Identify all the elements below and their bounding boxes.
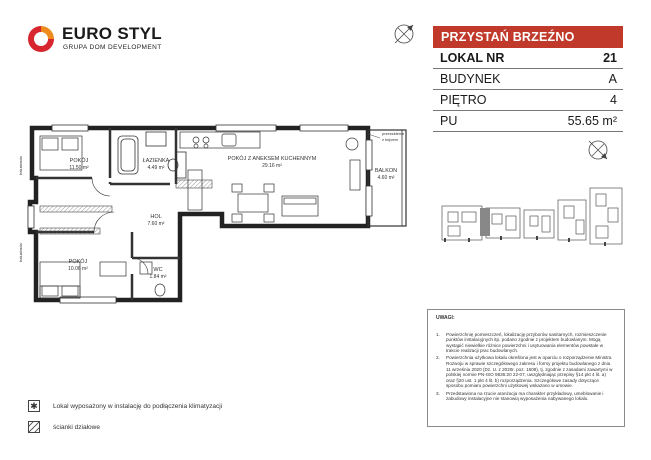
legend-item-partition — [28, 421, 100, 433]
note-item — [436, 355, 616, 389]
annotations — [18, 131, 405, 262]
info-label: LOKAL NR — [440, 51, 505, 65]
info-value: 55.65 m² — [567, 114, 617, 128]
living-furniture — [232, 138, 360, 222]
notes-title: UWAGI: — [436, 315, 455, 321]
note-number: 1. — [436, 331, 440, 337]
note-text: Powierzchnię pomieszczeń, lokalizację przyborów sanitarnych, rozmieszczenie punktów instalacyjnych itp. podano zgodnie z projektem budowlanym. Mogą wystąpić niewielkie różnice powierzchni i usytuowania elementów powstałe w trakcie realizacji prac budowlanych. — [446, 331, 607, 354]
kitchen — [180, 132, 260, 210]
info-value: 21 — [603, 51, 617, 65]
info-label: PIĘTRO — [440, 93, 487, 107]
annotation-railing: balustrada — [18, 156, 23, 175]
exterior-walls — [30, 128, 368, 300]
partition-walls — [40, 180, 212, 234]
apartment-info-panel — [433, 26, 623, 132]
note-number: 3. — [436, 390, 440, 396]
room-labels — [68, 155, 397, 280]
logo-subtitle: GRUPA DOM DEVELOPMENT — [63, 44, 162, 51]
room-name: WC — [153, 267, 163, 273]
note-item — [436, 332, 616, 354]
note-item — [436, 391, 616, 402]
room-name: POKÓJ — [68, 259, 88, 265]
info-value: A — [608, 72, 617, 86]
note-text: Powierzchnia użytkowa lokalu określona jest w oparciu o rozporządzenie Ministra Rozwoju w sprawie szczegółowego zakresu i formy projektu budowlanego z dnia 11 września 2020 (Dz. U. z 2020r. poz. 1609), tj. zgodnie z zasadami zawartymi w polskiej normie PN-ISO 9836:20 22-07, uwzględniając przepisy §14 pkt 4 lit. a) oraz §20 ust. 1 pkt 4 lit. b) rozporządzenia. Szczegółowe zasady dotyczące sposobu pomiaru powierzchni użytkowej wskazano w umowie. — [446, 355, 613, 389]
floor-plan — [0, 0, 430, 310]
info-row-building — [433, 69, 623, 90]
room-area: 11.50 m² — [69, 165, 89, 171]
project-name: PRZYSTAŃ BRZEŹNO — [433, 26, 623, 48]
info-value: 4 — [610, 93, 617, 107]
room-area: 4.60 m² — [377, 175, 395, 181]
room-area: 7.60 m² — [147, 221, 165, 227]
info-label: PU — [440, 114, 458, 128]
hatch-icon — [28, 421, 40, 433]
selected-unit-marker — [480, 208, 490, 236]
room-area: 29.16 m² — [262, 163, 282, 169]
notes-box — [427, 309, 625, 427]
legend-text: ścianki działowe — [53, 423, 100, 431]
info-label: BUDYNEK — [440, 72, 501, 86]
logo-title: EURO STYL — [62, 24, 162, 43]
annotation-glazing-detail: z bejcem — [382, 137, 399, 142]
room-name: POKÓJ — [69, 158, 89, 164]
room-area: 4.49 m² — [147, 165, 165, 171]
room-name: BALKON — [374, 168, 398, 174]
note-number: 2. — [436, 355, 440, 361]
room-name: HOL — [150, 214, 162, 220]
info-row-area — [433, 111, 623, 132]
site-plan — [440, 186, 625, 252]
room-area: 1.84 m² — [149, 274, 167, 280]
room-name: ŁAZIENKA — [142, 158, 170, 164]
legend-text: Lokal wyposażony w instalację do podłączenia klimatyzacji — [53, 402, 223, 410]
room-name: POKÓJ Z ANEKSEM KUCHENNYM — [227, 156, 317, 162]
doors — [92, 178, 148, 274]
info-row-unit — [433, 48, 623, 69]
annotation-railing: balustrada — [18, 243, 23, 262]
asterisk-icon: ✱ — [28, 400, 40, 412]
annotation-glazing: przeszklenie — [382, 131, 405, 136]
legend-item-aircon — [28, 400, 222, 412]
info-row-floor — [433, 90, 623, 111]
room-area: 10.06 m² — [68, 266, 88, 272]
note-text: Przedstawiona na rzucie aranżacja ma charakter przykładowy, umeblowanie i zabudowy instalacyjne nie stanowią wyposażenia nabywanego lokalu. — [446, 390, 604, 402]
north-arrow-icon — [586, 138, 610, 162]
